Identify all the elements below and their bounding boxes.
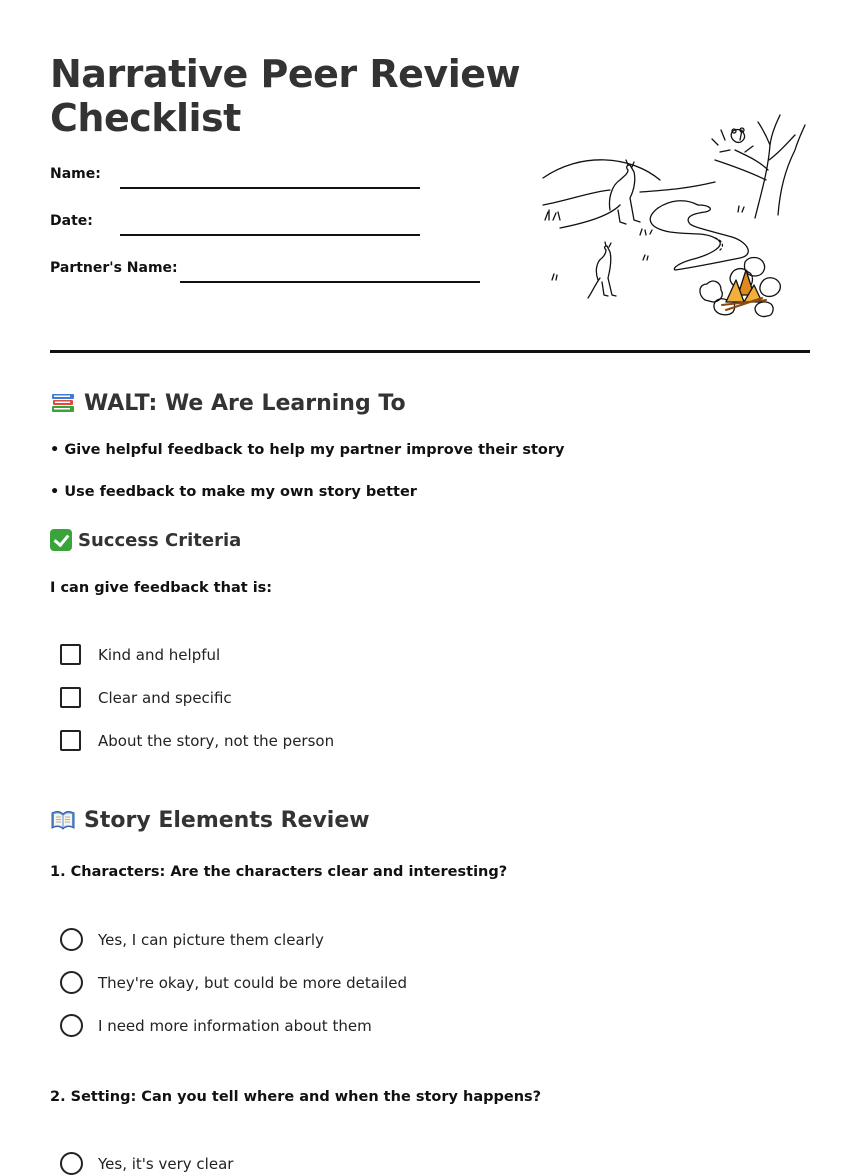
story-elements-heading-text: Story Elements Review	[84, 807, 370, 833]
radio-button[interactable]	[60, 1014, 83, 1037]
characters-option-2[interactable]	[60, 971, 407, 994]
title-line-2: Checklist	[50, 96, 241, 140]
success-option-1[interactable]	[60, 644, 220, 665]
option-label: I need more information about them	[98, 1016, 372, 1035]
option-label: About the story, not the person	[98, 731, 335, 750]
walt-heading-text: WALT: We Are Learning To	[84, 390, 406, 416]
characters-option-3[interactable]	[60, 1014, 372, 1037]
checkbox[interactable]	[60, 730, 81, 751]
title-line-1: Narrative Peer Review	[50, 52, 521, 96]
date-field[interactable]	[120, 234, 420, 236]
radio-button[interactable]	[60, 928, 83, 951]
open-book-icon	[50, 807, 76, 833]
check-mark-icon	[50, 529, 72, 551]
partner-name-label: Partner's Name:	[50, 260, 178, 276]
option-label: Kind and helpful	[98, 645, 221, 664]
success-option-3[interactable]	[60, 730, 334, 751]
setting-option-1[interactable]	[60, 1152, 233, 1175]
checkbox[interactable]	[60, 644, 81, 665]
success-criteria-heading	[50, 529, 241, 551]
success-criteria-heading-text: Success Criteria	[78, 529, 242, 551]
characters-option-1[interactable]	[60, 928, 324, 951]
partner-name-field[interactable]	[180, 281, 480, 283]
option-label: Clear and specific	[98, 688, 232, 707]
walt-heading	[50, 390, 406, 416]
page-title	[50, 52, 520, 140]
option-label: They're okay, but could be more detailed	[98, 973, 408, 992]
option-label: Yes, I can picture them clearly	[98, 930, 324, 949]
checkbox[interactable]	[60, 687, 81, 708]
success-criteria-intro: I can give feedback that is:	[50, 580, 273, 596]
date-label: Date:	[50, 213, 93, 229]
story-elements-heading	[50, 807, 370, 833]
option-label: Yes, it's very clear	[98, 1154, 234, 1173]
name-label: Name:	[50, 166, 101, 182]
success-option-2[interactable]	[60, 687, 232, 708]
name-field[interactable]	[120, 187, 420, 189]
books-icon	[50, 390, 76, 416]
radio-button[interactable]	[60, 1152, 83, 1175]
walt-item-2: • Use feedback to make my own story better	[50, 484, 417, 500]
radio-button[interactable]	[60, 971, 83, 994]
bush-scene-illustration	[540, 110, 810, 325]
question-characters: 1. Characters: Are the characters clear and interesting?	[50, 864, 508, 880]
walt-item-1: • Give helpful feedback to help my partner improve their story	[50, 442, 565, 458]
section-divider	[50, 350, 810, 353]
question-setting: 2. Setting: Can you tell where and when the story happens?	[50, 1089, 542, 1105]
